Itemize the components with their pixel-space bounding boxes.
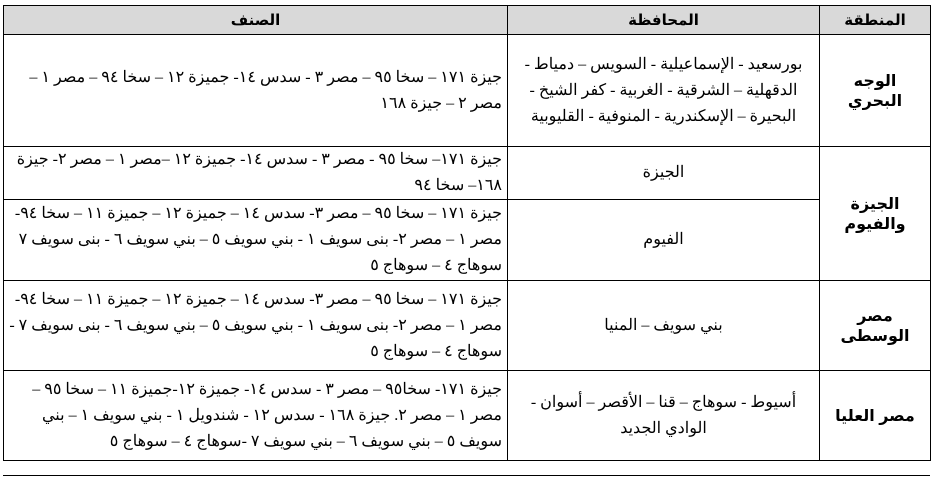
- region-cell: الجيزة والفيوم: [820, 147, 931, 281]
- header-variety: الصنف: [4, 6, 508, 35]
- variety-cell: جيزة ١٧١ – سخا ٩٥ – مصر ٣- سدس ١٤ – جميزة ١٢ – جميزة ١١ – سخا ٩٤- مصر ١ – مصر ٢- بنى سويف ١ - بني سويف ٥ – بني سويف ٦ - بنى سويف ٧ - سوهاج ٤ – سوهاج ٥: [4, 281, 508, 371]
- table-row: [4, 147, 931, 200]
- table-row: [4, 371, 931, 461]
- variety-cell: جيزة ١٧١- سخا٩٥ – مصر ٣ - سدس ١٤- جميزة ١٢-جميزة ١١ – سخا ٩٥ – مصر ١ – مصر ٢. جيزة ١٦٨ - سدس ١٢ - شندويل ١ - بني سويف ١ – بني سويف ٥ – بني سويف ٦ – بني سويف ٧ -سوهاج ٤ – سوهاج ٥: [4, 371, 508, 461]
- governorate-cell: بني سويف – المنيا: [508, 281, 820, 371]
- page-divider: [3, 475, 930, 476]
- table-row: [4, 200, 931, 281]
- region-cell: مصر الوسطى: [820, 281, 931, 371]
- variety-cell: جيزة ١٧١ – سخا ٩٥ – مصر ٣ - سدس ١٤- جميزة ١٢ – سخا ٩٤ – مصر ١ – مصر ٢ – جيزة ١٦٨: [4, 35, 508, 147]
- variety-cell: جيزة ١٧١– سخا ٩٥ - مصر ٣ - سدس ١٤- جميزة ١٢ –مصر ١ – مصر ٢- جيزة ١٦٨– سخا ٩٤: [4, 147, 508, 200]
- region-cell: الوجه البحري: [820, 35, 931, 147]
- wheat-varieties-table: [3, 5, 931, 461]
- header-row: [4, 6, 931, 35]
- governorate-cell: أسيوط - سوهاج – قنا – الأقصر – أسوان - الوادي الجديد: [508, 371, 820, 461]
- governorate-cell: بورسعيد - الإسماعيلية - السويس – دمياط - الدقهلية – الشرقية - الغربية - كفر الشيخ - البحيرة – الإسكندرية - المنوفية - القليوبية: [508, 35, 820, 147]
- header-governorate: المحافظة: [508, 6, 820, 35]
- region-cell: مصر العليا: [820, 371, 931, 461]
- table-row: [4, 281, 931, 371]
- variety-cell: جيزة ١٧١ – سخا ٩٥ – مصر ٣- سدس ١٤ – جميزة ١٢ – جميزة ١١ – سخا ٩٤- مصر ١ – مصر ٢- بنى سويف ١ - بني سويف ٥ – بني سويف ٦ - بنى سويف ٧ سوهاج ٤ – سوهاج ٥: [4, 200, 508, 281]
- governorate-cell: الجيزة: [508, 147, 820, 200]
- header-region: المنطقة: [820, 6, 931, 35]
- table-row: [4, 35, 931, 147]
- governorate-cell: الفيوم: [508, 200, 820, 281]
